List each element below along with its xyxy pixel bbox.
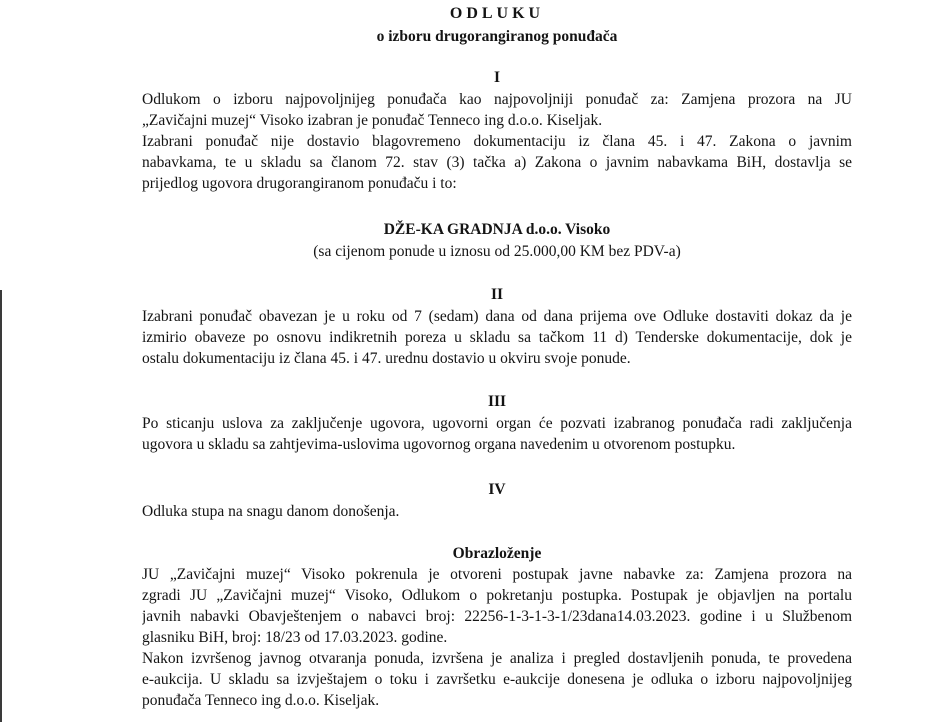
section-2-paragraph xyxy=(142,306,852,369)
paragraph-line: prijedlog ugovora drugorangiranom ponuđaču i to: xyxy=(142,175,457,192)
paragraph-line: „Zavičajni muzej“ Visoko izabran je ponuđač Tenneco ing d.o.o. Kiseljak. xyxy=(142,112,603,129)
page-edge-line xyxy=(0,290,2,722)
paragraph-line: Po sticanju uslova za zaključenje ugovora, ugovorni organ će pozvati izabranog ponuđača radi zaključenja xyxy=(142,415,852,432)
paragraph-line: Izabrani ponuđač nije dostavio blagovremeno dokumentaciju iz člana 45. i 47. Zakona o javnim xyxy=(142,133,852,150)
section-3-paragraph xyxy=(142,413,852,455)
selected-company-name: DŽE-KA GRADNJA d.o.o. Visoko xyxy=(383,221,611,238)
paragraph-line: ostalu dokumentaciju iz člana 45. i 47. urednu dostavio u okviru svoje ponude. xyxy=(142,350,631,367)
paragraph-line: ugovora u skladu sa zahtjevima-uslovima ugovornog organa navedenim u otvorenom postupku. xyxy=(142,436,736,453)
paragraph-line: zgradi JU „Zavičajni muzej“ Visoko, Odlukom o pokretanju postupka. Postupak je objavljen na portalu xyxy=(142,587,852,604)
document-title: ODLUKU xyxy=(449,5,545,22)
paragraph-line: ponuđača Tenneco ing d.o.o. Kiseljak. xyxy=(142,692,380,709)
section-4-heading: IV xyxy=(488,481,506,498)
document-subtitle: o izboru drugorangiranog ponuđača xyxy=(376,28,618,45)
explanation-heading: Obrazloženje xyxy=(452,545,542,562)
paragraph-line: javnih nabavki Obavještenjem o nabavci broj: 22256-1-3-1-3-1/23dana14.03.2023. godine i u Službenom xyxy=(142,608,852,625)
explanation-paragraph xyxy=(142,564,852,711)
paragraph-line: JU „Zavičajni muzej“ Visoko pokrenula je otvoreni postupak javne nabavke za: Zamjena prozora na xyxy=(142,566,852,583)
section-1-heading: I xyxy=(493,69,501,86)
paragraph-line: izmirio obaveze po osnovu indikretnih poreza u skladu sa tačkom 11 d) Tenderske dokumentacije, dok je xyxy=(142,329,852,346)
paragraph-line: Izabrani ponuđač obavezan je u roku od 7 (sedam) dana od dana prijema ove Odluke dostaviti dokaz da je xyxy=(142,308,852,325)
paragraph-line: Odlukom o izboru najpovoljnijeg ponuđača kao najpovoljniji ponuđač za: Zamjena prozora na JU xyxy=(142,91,852,108)
offer-price-note: (sa cijenom ponude u iznosu od 25.000,00 KM bez PDV-a) xyxy=(313,243,681,260)
paragraph-line: Odluka stupa na snagu danom donošenja. xyxy=(142,503,400,520)
paragraph-line: glasniku BiH, broj: 18/23 od 17.03.2023. godine. xyxy=(142,629,448,646)
section-3-heading: III xyxy=(487,393,507,410)
paragraph-line: nabavkama, te u skladu sa članom 72. stav (3) tačka a) Zakona o javnim nabavkama BiH, dostavlja se xyxy=(142,154,852,171)
section-2-heading: II xyxy=(490,286,504,303)
paragraph-line: e-aukcija. U skladu sa izvještajem o toku i završetku e-aukcije donesena je odluka o izboru najpovoljnijeg xyxy=(142,671,852,688)
paragraph-line: Nakon izvršenog javnog otvaranja ponuda, izvršena je analiza i pregled dostavljenih ponuda, te provedena xyxy=(142,650,852,667)
section-4-paragraph xyxy=(142,501,852,522)
section-1-paragraph xyxy=(142,89,852,194)
